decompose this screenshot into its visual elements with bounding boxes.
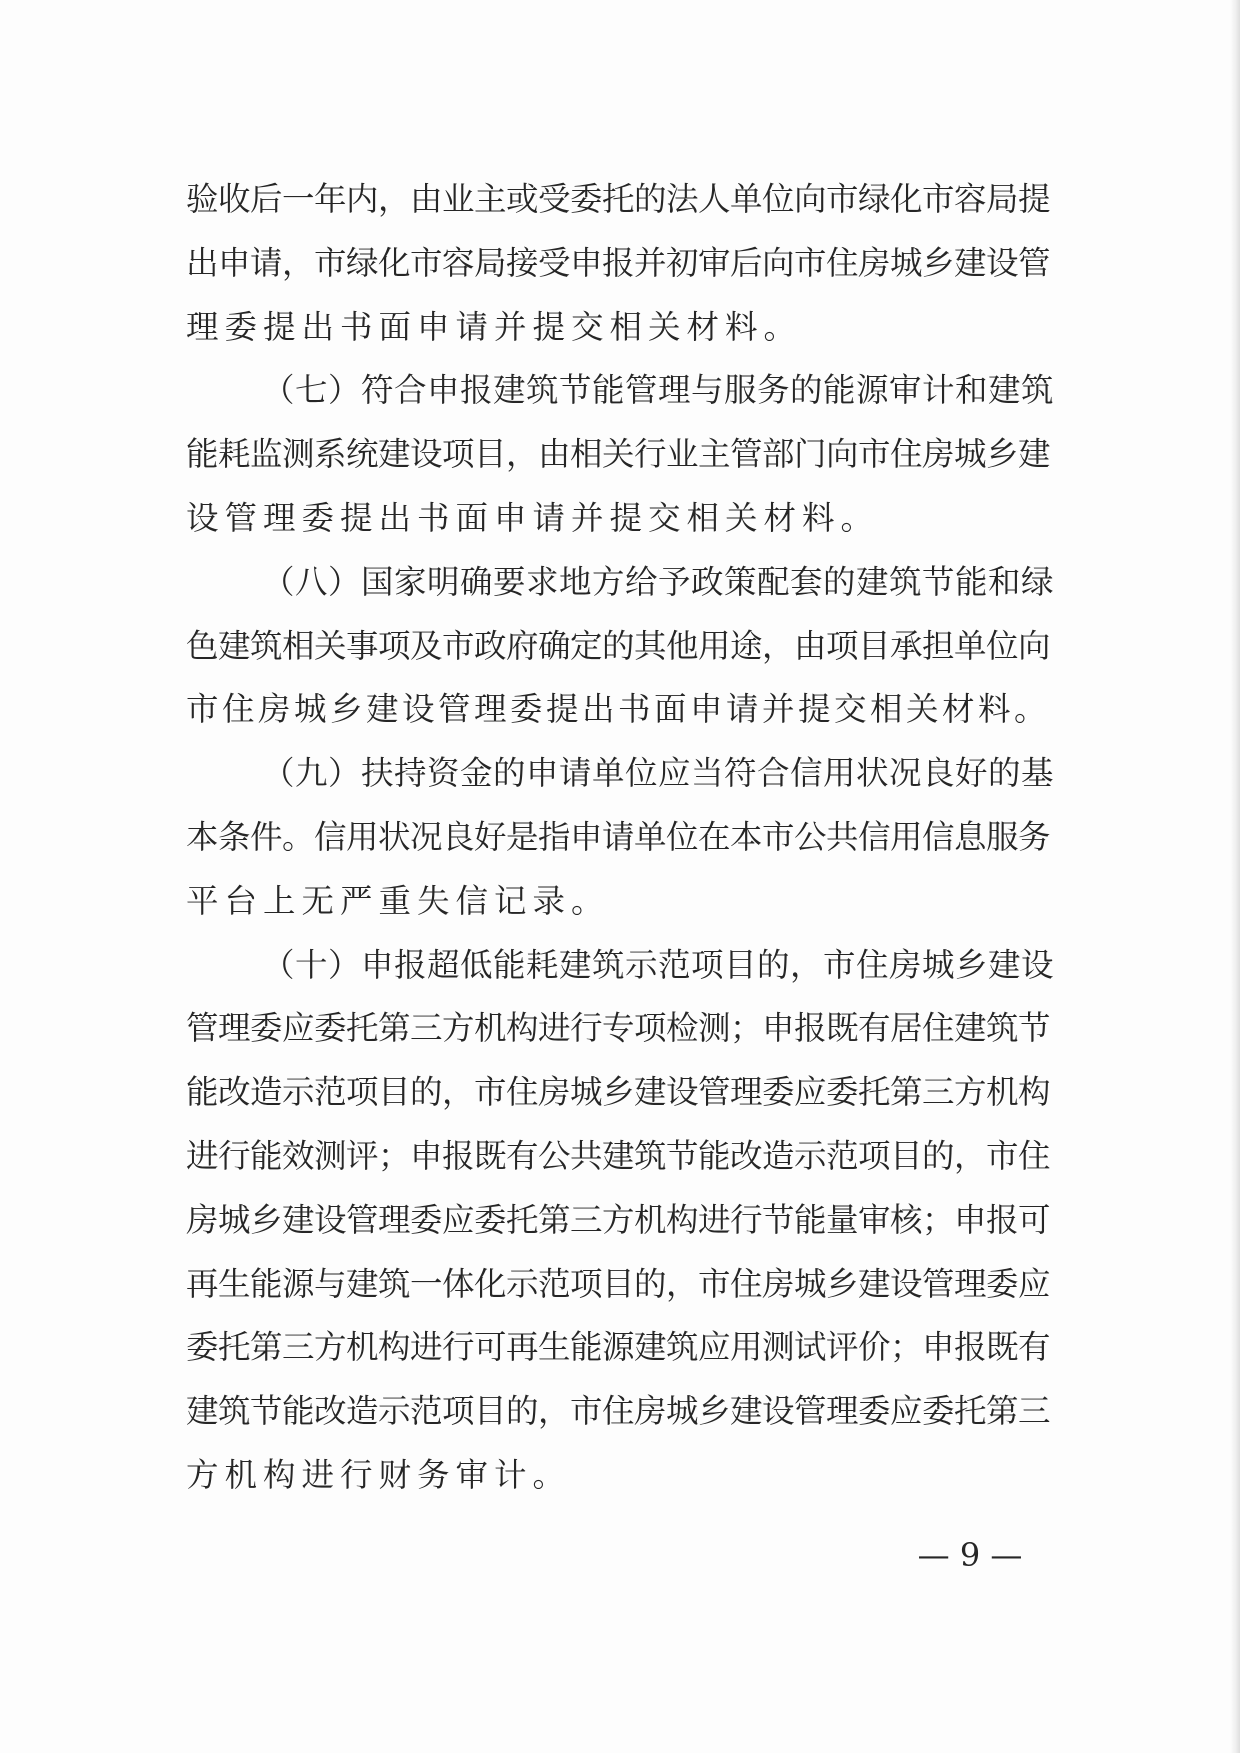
text-line: 验收后一年内，由业主或受委托的法人单位向市绿化市容局提 [186,180,1051,218]
text-line: 本条件。信用状况良好是指申请单位在本市公共信用信息服务 [186,817,1051,856]
text-line: 方机构进行财务审计。 [186,1455,572,1494]
text-line: 能耗监测系统建设项目，由相关行业主管部门向市住房城乡建 [186,435,1051,474]
paragraph-nine-line: （九）扶持资金的申请单位应当符合信用状况良好的基 [262,754,1055,793]
page-edge-shadow [1230,0,1240,1753]
text-line: 委托第三方机构进行可再生能源建筑应用测试评价；申报既有 [186,1328,1051,1367]
text-line: 建筑节能改造示范项目的，市住房城乡建设管理委应委托第三 [186,1392,1051,1431]
paragraph-seven-line: （七）符合申报建筑节能管理与服务的能源审计和建筑 [262,371,1055,410]
text-line: 色建筑相关事项及市政府确定的其他用途，由项目承担单位向 [186,626,1051,665]
text-line: 能改造示范项目的，市住房城乡建设管理委应委托第三方机构 [186,1073,1051,1112]
text-line: 理委提出书面申请并提交相关材料。 [186,307,803,346]
text-line: 设管理委提出书面申请并提交相关材料。 [186,498,880,537]
body-text [186,168,1058,1508]
paragraph-ten-line: （十）申报超低能耗建筑示范项目的，市住房城乡建设 [262,945,1055,984]
text-line: 管理委应委托第三方机构进行专项检测；申报既有居住建筑节 [186,1009,1051,1048]
text-line: 进行能效测评；申报既有公共建筑节能改造示范项目的，市住 [186,1136,1051,1175]
text-line: 再生能源与建筑一体化示范项目的，市住房城乡建设管理委应 [186,1264,1051,1303]
text-line: 平台上无严重失信记录。 [186,881,610,920]
text-line: 出申请，市绿化市容局接受申报并初审后向市住房城乡建设管 [186,243,1051,282]
text-line: 房城乡建设管理委应委托第三方机构进行节能量审核；申报可 [186,1200,1051,1239]
paragraph-eight-line: （八）国家明确要求地方给予政策配套的建筑节能和绿 [262,562,1055,601]
text-line: 市住房城乡建设管理委提出书面申请并提交相关材料。 [186,690,1051,729]
page-number: — 9 — [917,1536,1023,1574]
